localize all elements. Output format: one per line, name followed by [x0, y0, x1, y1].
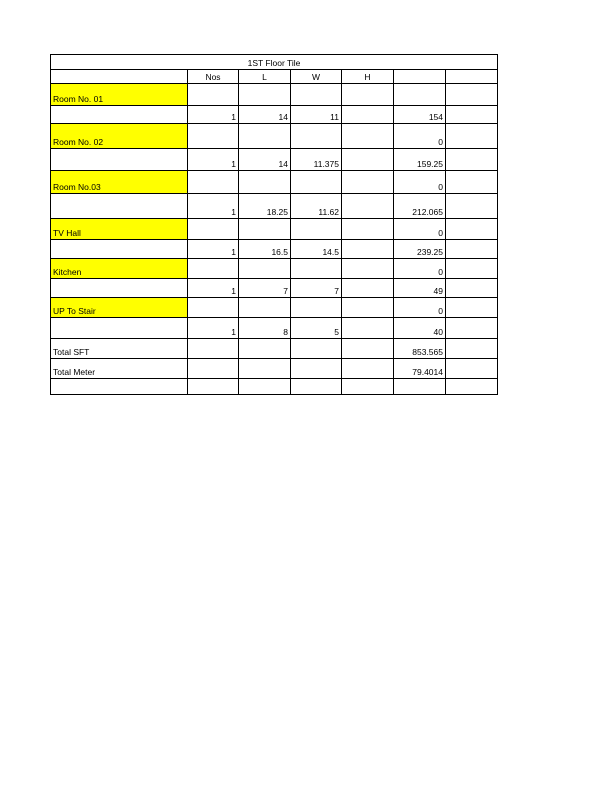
table-cell [239, 124, 291, 149]
row-label-cell [51, 106, 188, 124]
table-cell [188, 219, 239, 240]
table-cell: 0 [394, 259, 446, 279]
table-cell: 40 [394, 318, 446, 339]
table-row [51, 219, 498, 240]
table-row [51, 149, 498, 171]
table-cell: 239.25 [394, 240, 446, 259]
table-cell: 7 [239, 279, 291, 298]
table-cell [342, 259, 394, 279]
table-cell [291, 219, 342, 240]
header-cell [394, 70, 446, 84]
table-cell [239, 339, 291, 359]
table-cell [239, 84, 291, 106]
table-cell [188, 84, 239, 106]
table-cell [342, 219, 394, 240]
table-cell [446, 194, 498, 219]
table-cell [239, 379, 291, 395]
table-cell [239, 259, 291, 279]
row-label-cell: UP To Stair [51, 298, 188, 318]
table-cell: 212.065 [394, 194, 446, 219]
table-cell [446, 124, 498, 149]
table-cell [291, 339, 342, 359]
table-cell [291, 84, 342, 106]
table-cell [239, 298, 291, 318]
table-row [51, 298, 498, 318]
header-row [51, 70, 498, 84]
table-cell: 853.565 [394, 339, 446, 359]
row-label-cell [51, 279, 188, 298]
table-cell: 14.5 [291, 240, 342, 259]
table-cell [342, 171, 394, 194]
table-cell [446, 298, 498, 318]
table-cell: 14 [239, 106, 291, 124]
table-cell [394, 84, 446, 106]
table-cell [342, 240, 394, 259]
table-cell [342, 149, 394, 171]
table-row [51, 171, 498, 194]
table-cell: 49 [394, 279, 446, 298]
table-cell [188, 298, 239, 318]
table-cell [188, 124, 239, 149]
table-cell [446, 279, 498, 298]
table-cell [188, 259, 239, 279]
table-cell: 16.5 [239, 240, 291, 259]
table-cell: 11.62 [291, 194, 342, 219]
table-cell [446, 106, 498, 124]
table-cell: 0 [394, 171, 446, 194]
table-row [51, 106, 498, 124]
row-label-cell: Total SFT [51, 339, 188, 359]
table-cell [342, 339, 394, 359]
table-cell: 154 [394, 106, 446, 124]
table-cell [188, 359, 239, 379]
table-cell [188, 171, 239, 194]
table-cell [291, 359, 342, 379]
table-cell [342, 106, 394, 124]
table-cell [446, 339, 498, 359]
table-cell: 7 [291, 279, 342, 298]
table-cell: 0 [394, 124, 446, 149]
table-cell [239, 219, 291, 240]
table-cell: 79.4014 [394, 359, 446, 379]
row-label-cell: Kitchen [51, 259, 188, 279]
row-label-cell [51, 240, 188, 259]
table-cell: 1 [188, 318, 239, 339]
table-cell: 1 [188, 194, 239, 219]
table-cell: 14 [239, 149, 291, 171]
floor-tile-table [50, 54, 498, 395]
table-row [51, 84, 498, 106]
table-cell [446, 379, 498, 395]
table-cell [291, 298, 342, 318]
table-row [51, 194, 498, 219]
table-cell [394, 379, 446, 395]
header-cell [446, 70, 498, 84]
row-label-cell [51, 149, 188, 171]
table-row [51, 379, 498, 395]
table-cell [446, 259, 498, 279]
table-cell: 159.25 [394, 149, 446, 171]
table-cell [342, 124, 394, 149]
header-cell-height: H [342, 70, 394, 84]
table-cell [188, 379, 239, 395]
table-row [51, 259, 498, 279]
table-row [51, 339, 498, 359]
table-cell: 0 [394, 298, 446, 318]
row-label-cell: TV Hall [51, 219, 188, 240]
row-label-cell: Room No. 01 [51, 84, 188, 106]
table-cell: 0 [394, 219, 446, 240]
table-cell: 5 [291, 318, 342, 339]
table-cell [446, 318, 498, 339]
table-row [51, 359, 498, 379]
table-cell: 1 [188, 240, 239, 259]
table-cell [291, 259, 342, 279]
header-cell-length: L [239, 70, 291, 84]
table-cell [239, 359, 291, 379]
table-cell [291, 171, 342, 194]
row-label-cell: Room No. 02 [51, 124, 188, 149]
table-row [51, 240, 498, 259]
table-cell: 1 [188, 279, 239, 298]
table-cell [239, 171, 291, 194]
table-cell [446, 171, 498, 194]
table-cell [342, 318, 394, 339]
table-cell [342, 359, 394, 379]
row-label-cell [51, 318, 188, 339]
table-cell [342, 194, 394, 219]
table-row [51, 124, 498, 149]
table-cell [446, 219, 498, 240]
table-cell: 8 [239, 318, 291, 339]
header-cell [51, 70, 188, 84]
row-label-cell: Total Meter [51, 359, 188, 379]
row-label-cell: Room No.03 [51, 171, 188, 194]
table-cell: 11 [291, 106, 342, 124]
row-label-cell [51, 194, 188, 219]
table-cell [446, 149, 498, 171]
row-label-cell [51, 379, 188, 395]
table-cell: 18.25 [239, 194, 291, 219]
table-cell: 1 [188, 149, 239, 171]
title-row [51, 55, 498, 70]
table-cell [291, 124, 342, 149]
table-cell [188, 339, 239, 359]
header-cell-nos: Nos [188, 70, 239, 84]
header-cell-width: W [291, 70, 342, 84]
table-cell [446, 240, 498, 259]
table-cell [342, 84, 394, 106]
table-cell [342, 379, 394, 395]
table-cell [446, 359, 498, 379]
table-row [51, 318, 498, 339]
table-row [51, 279, 498, 298]
table-cell [342, 279, 394, 298]
table-cell [342, 298, 394, 318]
table-cell: 1 [188, 106, 239, 124]
table-cell [446, 84, 498, 106]
table-cell [291, 379, 342, 395]
table-title: 1ST Floor Tile [51, 55, 498, 70]
table-cell: 11.375 [291, 149, 342, 171]
